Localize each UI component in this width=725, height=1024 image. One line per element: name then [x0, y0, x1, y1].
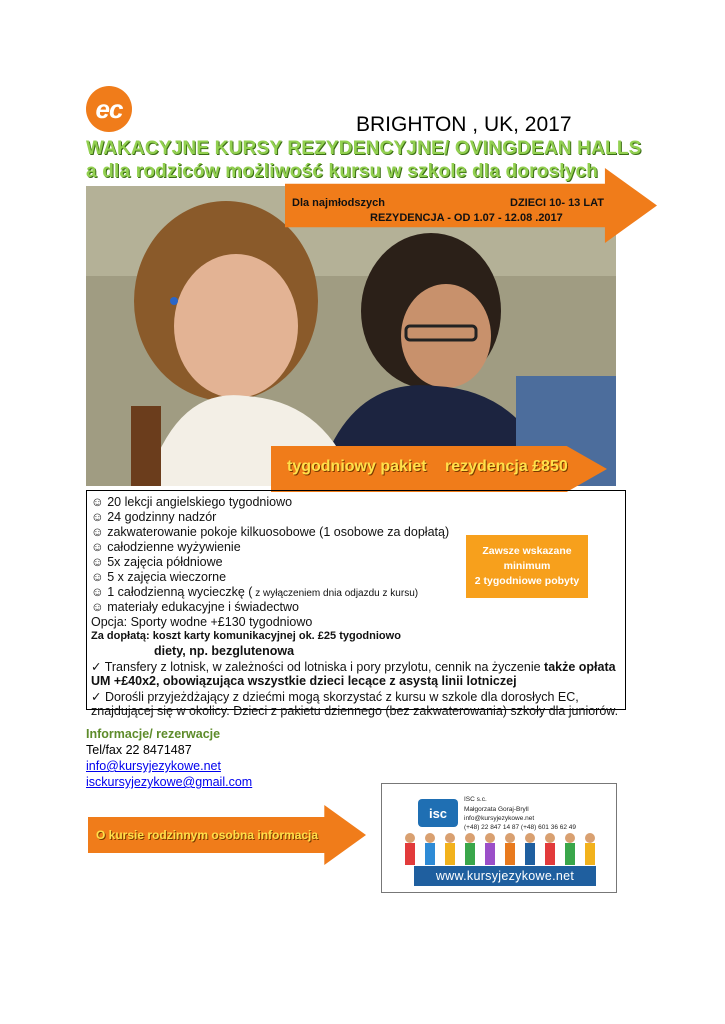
contact-heading: Informacje/ rezerwacje [86, 727, 221, 741]
transfer-fee-text: także opłata [540, 660, 616, 674]
people-illustration [398, 830, 608, 866]
isc-phones: (+48) 22 847 14 87 (+48) 601 36 62 49 [464, 824, 577, 831]
students-illustration [86, 186, 616, 486]
badge-line: 2 tygodniowe pobyty [474, 575, 580, 587]
package-price: rezydencja £850 [445, 458, 568, 475]
family-course-label: O kursie rodzinnym osobna informacja [96, 828, 319, 842]
isc-owner: Małgorzata Goraj-Bryll [464, 806, 529, 813]
list-item: ☺ 20 lekcji angielskiego tygodniowo [91, 495, 293, 509]
phone-number: Tel/fax 22 8471487 [86, 743, 192, 757]
trip-text: ☺ 1 całodzienną wycieczkę ( [91, 585, 253, 599]
transfer-line [91, 659, 616, 674]
package-label: tygodniowy pakiet [287, 458, 427, 475]
ec-logo [86, 86, 132, 132]
email-link-gmail[interactable]: isckursyjezykowe@gmail.com [86, 775, 253, 789]
list-item-trip [91, 585, 418, 599]
list-item: ☺ całodzienne wyżywienie [91, 540, 241, 554]
badge-line: minimum [503, 560, 551, 572]
extra-cost-line [91, 630, 401, 642]
trip-note: z wyłączeniem dnia odjazdu z kursu) [252, 588, 419, 599]
list-item: ☺ materiały edukacyjne i świadectwo [91, 600, 299, 614]
isc-logo [418, 799, 458, 827]
adults-line-2: znajdującej się w okolicy. Dzieci z pakietu dziennego (bez zakwaterowania) szkoły dla juniorów. [91, 704, 619, 718]
ec-logo-text: ec [95, 93, 123, 124]
email-link-info[interactable]: info@kursyjezykowe.net [86, 759, 221, 773]
extra-cost-label: Za dopłatą: [91, 630, 150, 642]
diet-line: diety, np. bezglutenowa [154, 644, 295, 658]
students-photo [86, 186, 616, 486]
isc-logo-text: isc [428, 805, 448, 821]
isc-url-banner[interactable] [414, 866, 596, 886]
age-range-label: DZIECI 10- 13 LAT [510, 197, 604, 209]
isc-email: info@kursyjezykowe.net [464, 815, 535, 822]
list-item: ☺ 5 x zajęcia wieczorne [91, 570, 227, 584]
list-item: ☺ 24 godzinny nadzór [91, 510, 217, 524]
extra-cost-text: koszt karty komunikacyjnej ok. £25 tygodniowo [149, 630, 401, 642]
transfer-text: ✓ Transfery z lotnisk, w zależności od lotniska i pory przylotu, cennik na życzenie [91, 660, 541, 674]
isc-url-text: www.kursyjezykowe.net [435, 869, 575, 883]
sub-heading: a dla rodziców możliwość kursu w szkole dla dorosłych [86, 161, 599, 182]
badge-line: Zawsze wskazane [482, 545, 572, 557]
main-heading: WAKACYJNE KURSY REZYDENCYJNE/ OVINGDEAN HALLS [86, 138, 642, 159]
residence-dates-label: REZYDENCJA - OD 1.07 - 12.08 .2017 [370, 212, 563, 224]
options-line: Opcja: Sporty wodne +£130 tygodniowo [91, 615, 313, 629]
page-title: BRIGHTON , UK, 2017 [356, 113, 572, 136]
isc-company: ISC s.c. [464, 796, 487, 803]
list-item: ☺ 5x zajęcia półdniowe [91, 555, 223, 569]
transfer-fee-line: UM +£40x2, obowiązująca wszystkie dzieci lecące z asystą linii lotniczej [91, 674, 517, 688]
list-item: ☺ zakwaterowanie pokoje kilkuosobowe (1 osobowe za dopłatą) [91, 525, 450, 539]
age-group-label: Dla najmłodszych [292, 197, 385, 209]
adults-line: ✓ Dorośli przyjeżdżający z dziećmi mogą skorzystać z kursu w szkole dla dorosłych EC, [91, 690, 579, 704]
recommendation-badge [466, 535, 588, 598]
